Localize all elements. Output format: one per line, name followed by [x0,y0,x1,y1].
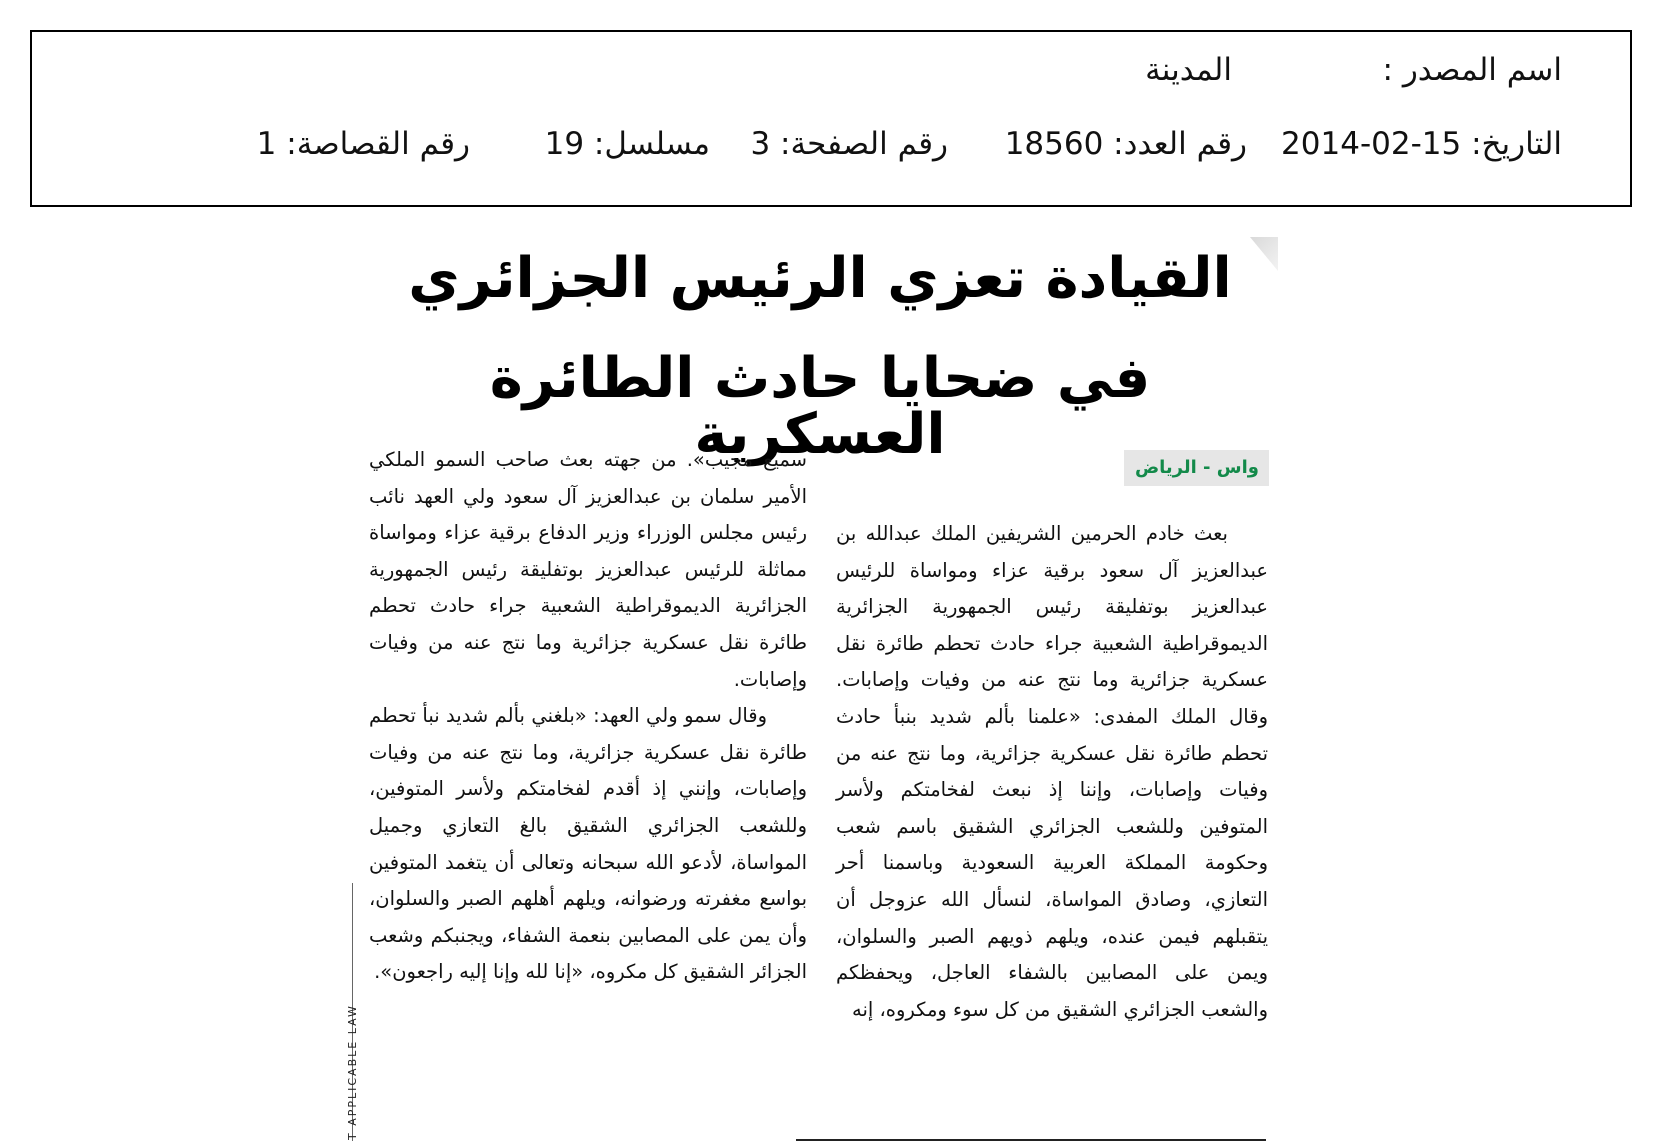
article-headline-line-1: القيادة تعزي الرئيس الجزائري [408,246,1232,311]
vertical-legal-note: T APPLICABLE LAW [346,1004,359,1140]
article-headline-line-2: في ضحايا حادث الطائرة العسكرية [489,346,1151,467]
article-paragraph: وقال سمو ولي العهد: «بلغني بألم شديد نبأ تحطم طائرة نقل عسكرية جزائرية، وما نتج عنه من وفيات وإصابات، وإنني إذ أقدم لفخامتكم ولأسر المتوفين، وللشعب الجزائري الشقيق بالغ التعازي وجميل المواساة، لأدعو الله سبحانه وتعالى أن يتغمد المتوفين بواسع مغفرته ورضوانه، ويلهم أهلهم الصبر والسلوان، وأن يمن على المصابين بنعمة الشفاء، ويجنبكم وشعب الجزائر الشقيق كل مكروه، «إنا لله وإنا إليه راجعون». [369,704,807,984]
article-paragraph: بعث خادم الحرمين الشريفين الملك عبدالله بن عبدالعزيز آل سعود برقية عزاء ومواساة للرئيس عبدالعزيز بوتفليقة رئيس الجمهورية الجزائرية الديموقراطية الشعبية جراء حادث تحطم طائرة نقل عسكرية جزائرية وما نتج عنه من وفيات وإصابات. وقال الملك المفدى: «علمنا بألم شديد بنبأ حادث تحطم طائرة نقل عسكرية جزائرية، وما نتج عنه من وفيات وإصابات، وإننا إذ نبعث لفخامتكم ولأسر المتوفين وللشعب الجزائري الشقيق باسم شعب وحكومة المملكة العربية السعودية وباسمنا أحر التعازي، وصادق المواساة، لنسأل الله عزوجل أن يتقبلهم فيمن عنده، ويلهم ذويهم الصبر والسلوان، ويمن على المصابين بالشفاء العاجل، ويحفظكم والشعب الجزائري الشقيق من كل سوء ومكروه، إنه [836,522,1268,1021]
article-column-left [369,442,807,991]
date-field: التاريخ: 15-02-2014 [1281,126,1562,162]
byline: واس - الرياض [1134,457,1259,478]
article-column-right [836,516,1268,1028]
issue-number-field: رقم العدد: 18560 [1004,126,1247,162]
clipping-metadata-box [30,30,1632,207]
page-number-field: رقم الصفحة: 3 [750,126,948,162]
source-label: اسم المصدر : [1382,52,1562,88]
bottom-rule [796,1139,1266,1141]
article-paragraph: سميع مجيب». من جهته بعث صاحب السمو الملكي الأمير سلمان بن عبدالعزيز آل سعود ولي العهد نائب رئيس مجلس الوزراء وزير الدفاع برقية عزاء ومواساة مماثلة للرئيس عبدالعزيز بوتفليقة رئيس الجمهورية الجزائرية الديموقراطية الشعبية جراء حادث تحطم طائرة نقل عسكرية جزائرية وما نتج عنه من وفيات وإصابات. [369,448,807,691]
source-value: المدينة [1145,52,1232,88]
clipping-number-field: رقم القصاصة: 1 [256,126,470,162]
byline-box [1124,450,1269,486]
serial-number-field: مسلسل: 19 [544,126,710,162]
